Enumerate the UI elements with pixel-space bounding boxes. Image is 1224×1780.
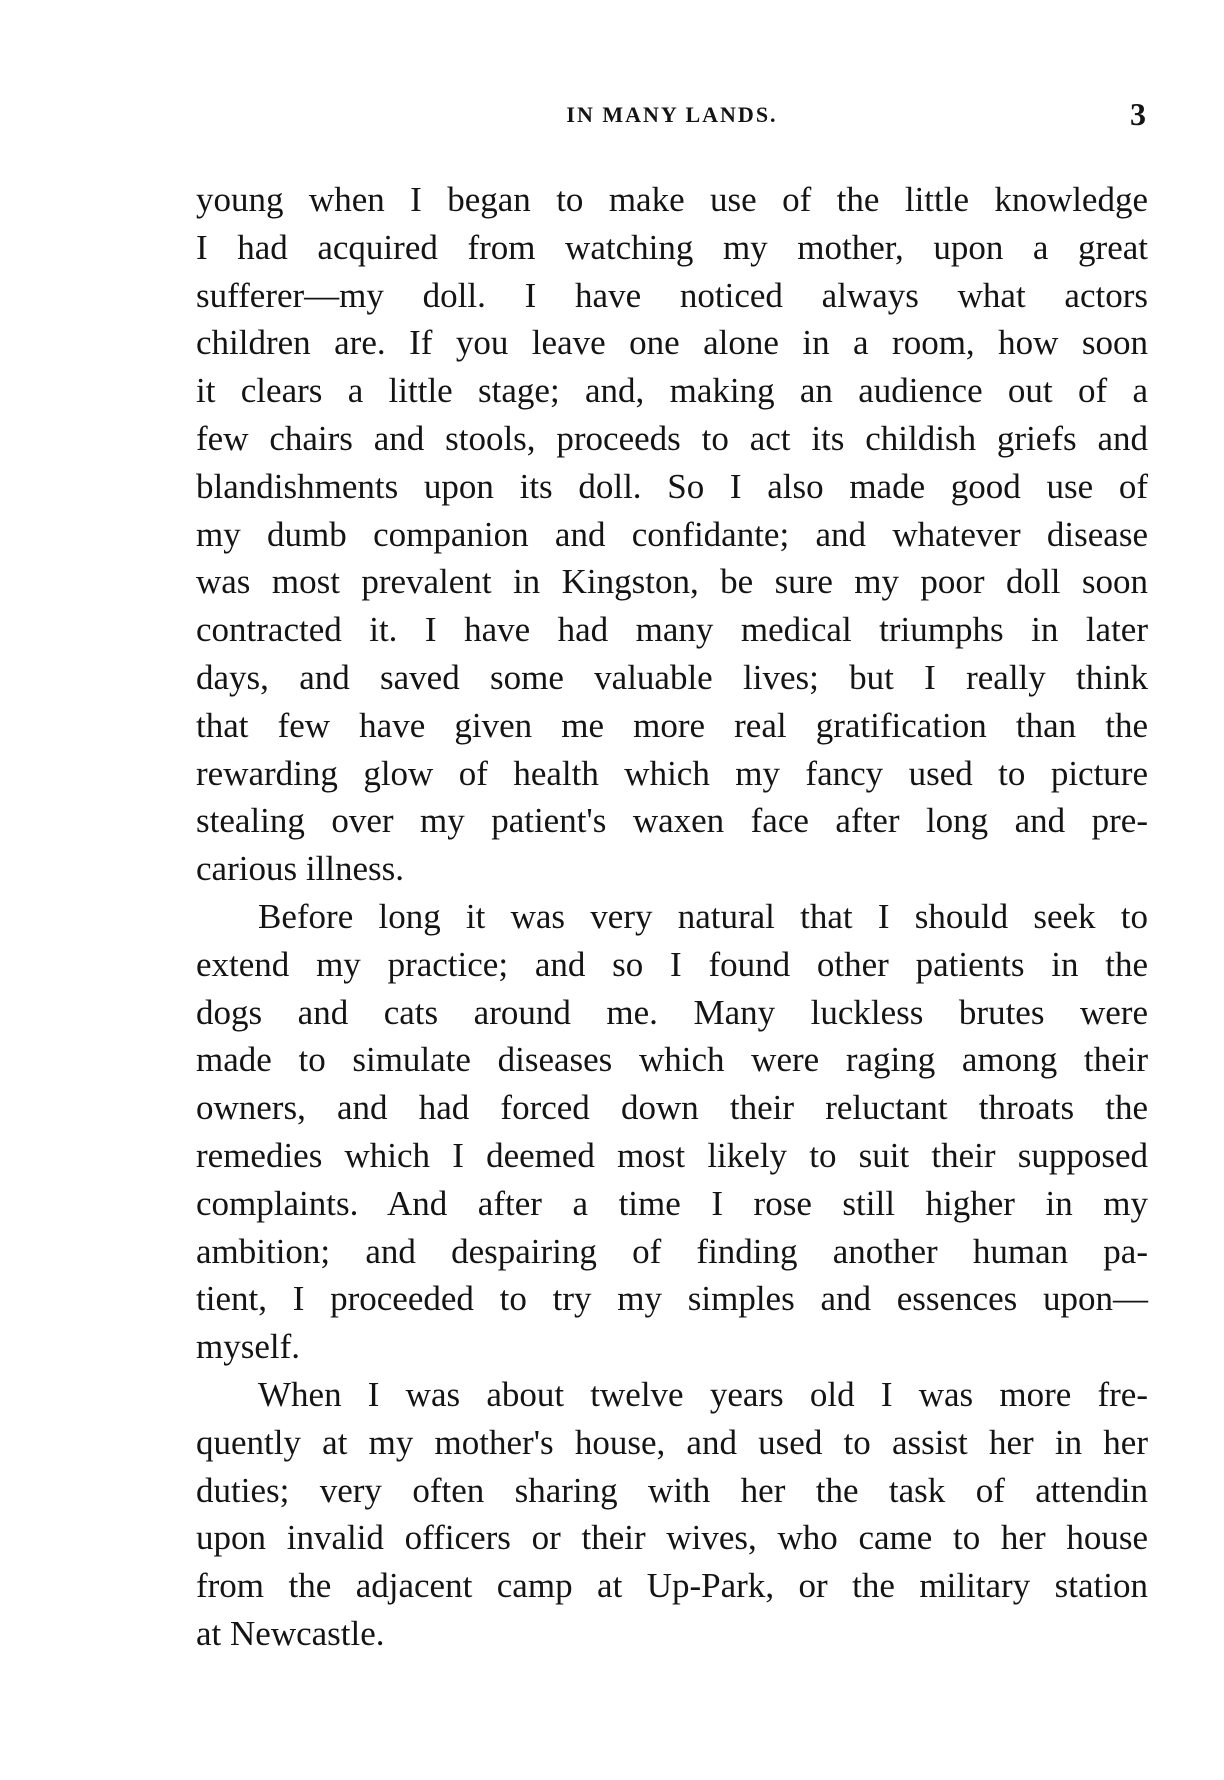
text-line: extend my practice; and so I found other patients in the [196, 944, 1148, 984]
text-line: it clears a little stage; and, making an audience out of a [196, 371, 1148, 411]
text-line: at Newcastle. [196, 1613, 385, 1653]
text-line: contracted it. I have had many medical triumphs in later [196, 610, 1148, 650]
text-line: I had acquired from watching my mother, upon a great [196, 227, 1148, 267]
text-line: Before long it was very natural that I should seek to [258, 896, 1148, 936]
text-line: duties; very often sharing with her the task of attendin [196, 1470, 1148, 1510]
text-line: carious illness. [196, 849, 405, 889]
text-line: few chairs and stools, proceeds to act its childish griefs and [196, 418, 1148, 458]
text-line: owners, and had forced down their reluctant throats the [196, 1088, 1148, 1128]
text-line: quently at my mother's house, and used to assist her in her [196, 1422, 1148, 1462]
text-line: days, and saved some valuable lives; but I really think [196, 657, 1148, 697]
paragraph-1 [196, 176, 1148, 893]
text-line: When I was about twelve years old I was more fre- [258, 1374, 1148, 1414]
text-line: tient, I proceeded to try my simples and essences upon— [196, 1279, 1148, 1319]
text-line: young when I began to make use of the little knowledge [196, 180, 1148, 219]
text-line: made to simulate diseases which were raging among their [196, 1040, 1148, 1080]
text-line: complaints. And after a time I rose still higher in my [196, 1183, 1148, 1223]
text-line: remedies which I deemed most likely to suit their supposed [196, 1135, 1148, 1175]
text-line: was most prevalent in Kingston, be sure my poor doll soon [196, 562, 1148, 602]
paragraph-3 [196, 1371, 1148, 1658]
text-line: sufferer—my doll. I have noticed always what actors [196, 275, 1148, 315]
text-line: blandishments upon its doll. So I also made good use of [196, 466, 1148, 506]
text-line: upon invalid officers or their wives, who came to her house [196, 1518, 1148, 1558]
body-text [196, 176, 1148, 1658]
text-line: stealing over my patient's waxen face after long and pre- [196, 801, 1148, 841]
text-line: that few have given me more real gratification than the [196, 705, 1148, 745]
paragraph-2 [196, 893, 1148, 1371]
running-head: IN MANY LANDS. [566, 102, 778, 127]
text-line: children are. If you leave one alone in a room, how soon [196, 323, 1148, 363]
page-number: 3 [1130, 96, 1146, 132]
text-line: from the adjacent camp at Up-Park, or the military station [196, 1566, 1148, 1606]
text-line: rewarding glow of health which my fancy used to picture [196, 753, 1148, 793]
text-line: my dumb companion and confidante; and whatever disease [196, 514, 1148, 554]
page-header [198, 96, 1146, 140]
text-line: myself. [196, 1327, 301, 1367]
text-line: ambition; and despairing of finding another human pa- [196, 1231, 1148, 1271]
text-line: dogs and cats around me. Many luckless brutes were [196, 992, 1148, 1032]
